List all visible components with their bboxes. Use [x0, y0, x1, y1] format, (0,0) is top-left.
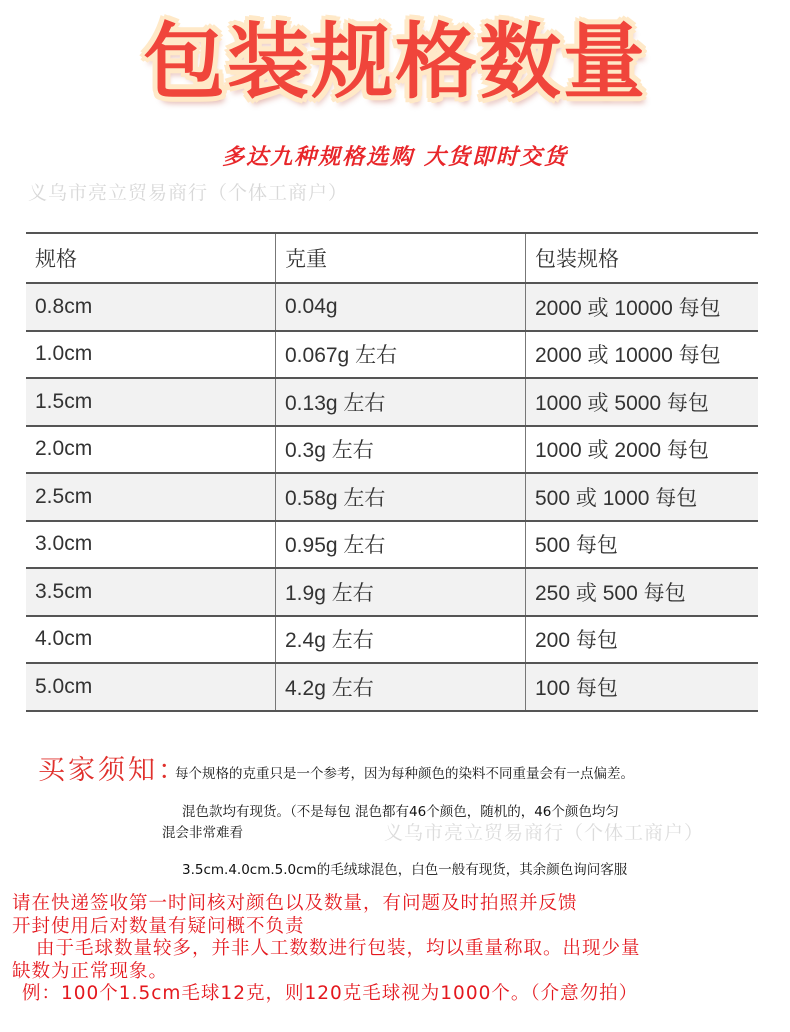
cell-weight: 4.2g 左右	[276, 663, 526, 711]
cell-size: 1.5cm	[26, 378, 276, 426]
table-row	[26, 473, 758, 521]
notice-text-mixed: 混色款均有现货。（不是每包 混色都有46个颜色，随机的，46个颜色均匀	[182, 804, 619, 820]
table-row	[26, 378, 758, 426]
cell-weight: 1.9g 左右	[276, 568, 526, 616]
watermark-text: 义乌市亮立贸易商行（个体工商户）	[28, 182, 349, 204]
cell-packaging: 1000 或 2000 每包	[526, 426, 759, 474]
notice-text-colors: 3.5cm.4.0cm.5.0cm的毛绒球混色，白色一般有现货，其余颜色询问客服	[182, 862, 628, 878]
notice-heading: 买家须知：	[38, 755, 188, 786]
cell-packaging: 200 每包	[526, 616, 759, 664]
cell-weight: 2.4g 左右	[276, 616, 526, 664]
cell-size: 2.5cm	[26, 473, 276, 521]
subtitle: 多达九种规格选购 大货即时交货	[222, 145, 568, 170]
warning-line: 缺数为正常现象。	[12, 960, 169, 982]
cell-weight: 0.95g 左右	[276, 521, 526, 569]
cell-size: 0.8cm	[26, 283, 276, 331]
column-header-weight: 克重	[276, 233, 526, 283]
table-header-row	[26, 233, 758, 283]
warning-line: 开封使用后对数量有疑问概不负责	[12, 915, 305, 937]
table-row	[26, 616, 758, 664]
cell-weight: 0.3g 左右	[276, 426, 526, 474]
cell-size: 3.0cm	[26, 521, 276, 569]
warning-line: 由于毛球数量较多，并非人工数数进行包装，均以重量称取。出现少量	[36, 938, 641, 959]
cell-packaging: 100 每包	[526, 663, 759, 711]
table-row	[26, 426, 758, 474]
cell-size: 5.0cm	[26, 663, 276, 711]
warning-block	[12, 893, 782, 1006]
table-row	[26, 521, 758, 569]
cell-packaging: 2000 或 10000 每包	[526, 283, 759, 331]
cell-weight: 0.067g 左右	[276, 331, 526, 379]
cell-weight: 0.58g 左右	[276, 473, 526, 521]
cell-packaging: 250 或 500 每包	[526, 568, 759, 616]
table-row	[26, 283, 758, 331]
column-header-packaging: 包装规格	[526, 233, 759, 283]
cell-packaging: 1000 或 5000 每包	[526, 378, 759, 426]
cell-packaging: 500 每包	[526, 521, 759, 569]
cell-weight: 0.04g	[276, 283, 526, 331]
table-row	[26, 568, 758, 616]
watermark-text: 义乌市亮立贸易商行（个体工商户）	[384, 822, 705, 844]
warning-line: 例：100个1.5cm毛球12克，则120克毛球视为1000个。（介意勿拍）	[22, 983, 639, 1004]
page-title: 包装规格数量	[142, 15, 647, 110]
title-banner	[0, 8, 790, 118]
table-row	[26, 331, 758, 379]
table-row	[26, 663, 758, 711]
cell-size: 4.0cm	[26, 616, 276, 664]
notice-text-weight: 每个规格的克重只是一个参考，因为每种颜色的染料不同重量会有一点偏差。	[175, 766, 634, 782]
column-header-size: 规格	[26, 233, 276, 283]
cell-size: 2.0cm	[26, 426, 276, 474]
warning-line: 请在快递签收第一时间核对颜色以及数量，有问题及时拍照并反馈	[12, 893, 578, 914]
spec-table	[26, 232, 758, 712]
cell-packaging: 500 或 1000 每包	[526, 473, 759, 521]
cell-weight: 0.13g 左右	[276, 378, 526, 426]
spec-table-container	[26, 232, 758, 712]
cell-size: 1.0cm	[26, 331, 276, 379]
notice-text-mixed-cont: 混会非常难看	[162, 825, 243, 841]
cell-packaging: 2000 或 10000 每包	[526, 331, 759, 379]
cell-size: 3.5cm	[26, 568, 276, 616]
